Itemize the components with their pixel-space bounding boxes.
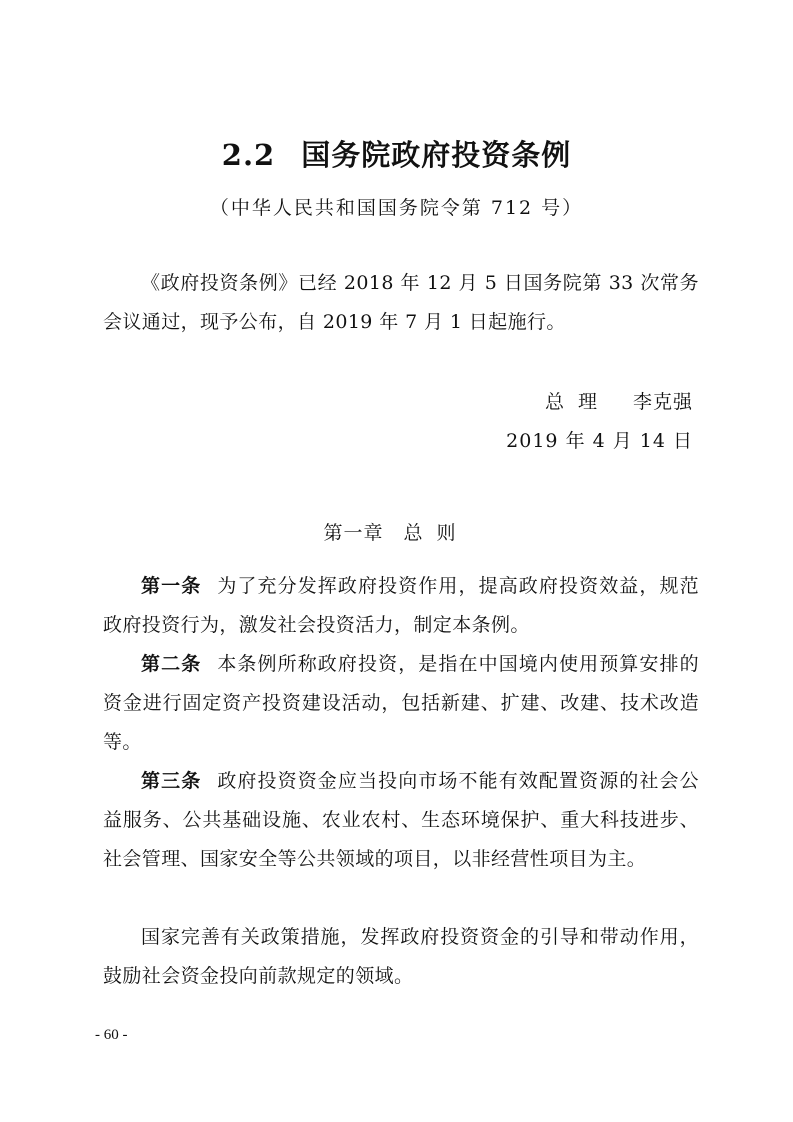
document-title: [0, 133, 793, 174]
chapter-heading: [0, 518, 793, 545]
intro-paragraph: 《政府投资条例》已经 2018 年 12 月 5 日国务院第 33 次常务会议通过，现予公布，自 2019 年 7 月 1 日起施行。: [103, 272, 699, 333]
signature-name: 李克强: [632, 391, 693, 413]
section-number: 2.2: [221, 138, 276, 172]
article-3-text: 政府投资资金应当投向市场不能有效配置资源的社会公益服务、公共基础设施、农业农村、生态环境保护、重大科技进步、社会管理、国家安全等公共领域的项目，以非经营性项目为主。: [103, 770, 700, 870]
decree-number: （中华人民共和国国务院令第 712 号）: [209, 197, 584, 219]
chapter-number: 第一章: [323, 522, 384, 544]
article-3-head: 第三条: [141, 770, 202, 792]
article-2-text: 本条例所称政府投资，是指在中国境内使用预算安排的资金进行固定资产投资建设活动，包括新建、扩建、改建、技术改造等。: [103, 653, 700, 753]
chapter-title: 总则: [403, 522, 470, 544]
article-2-head: 第二条: [141, 653, 202, 675]
article-3: [103, 762, 699, 879]
article-1-text: 为了充分发挥政府投资作用，提高政府投资效益，规范政府投资行为，激发社会投资活力，制定本条例。: [103, 575, 700, 636]
signature-role: 总理: [544, 391, 611, 413]
signature-date: 2019 年 4 月 14 日: [506, 430, 693, 452]
signature-line: [545, 387, 693, 414]
article-1-head: 第一条: [141, 575, 202, 597]
section-title: 国务院政府投资条例: [301, 138, 572, 172]
article-2: [103, 645, 699, 762]
article-1: [103, 567, 699, 645]
page-number: - 60 -: [95, 1027, 128, 1043]
article-3-continuation: 国家完善有关政策措施，发挥政府投资资金的引导和带动作用，鼓励社会资金投向前款规定的领域。: [103, 926, 699, 987]
